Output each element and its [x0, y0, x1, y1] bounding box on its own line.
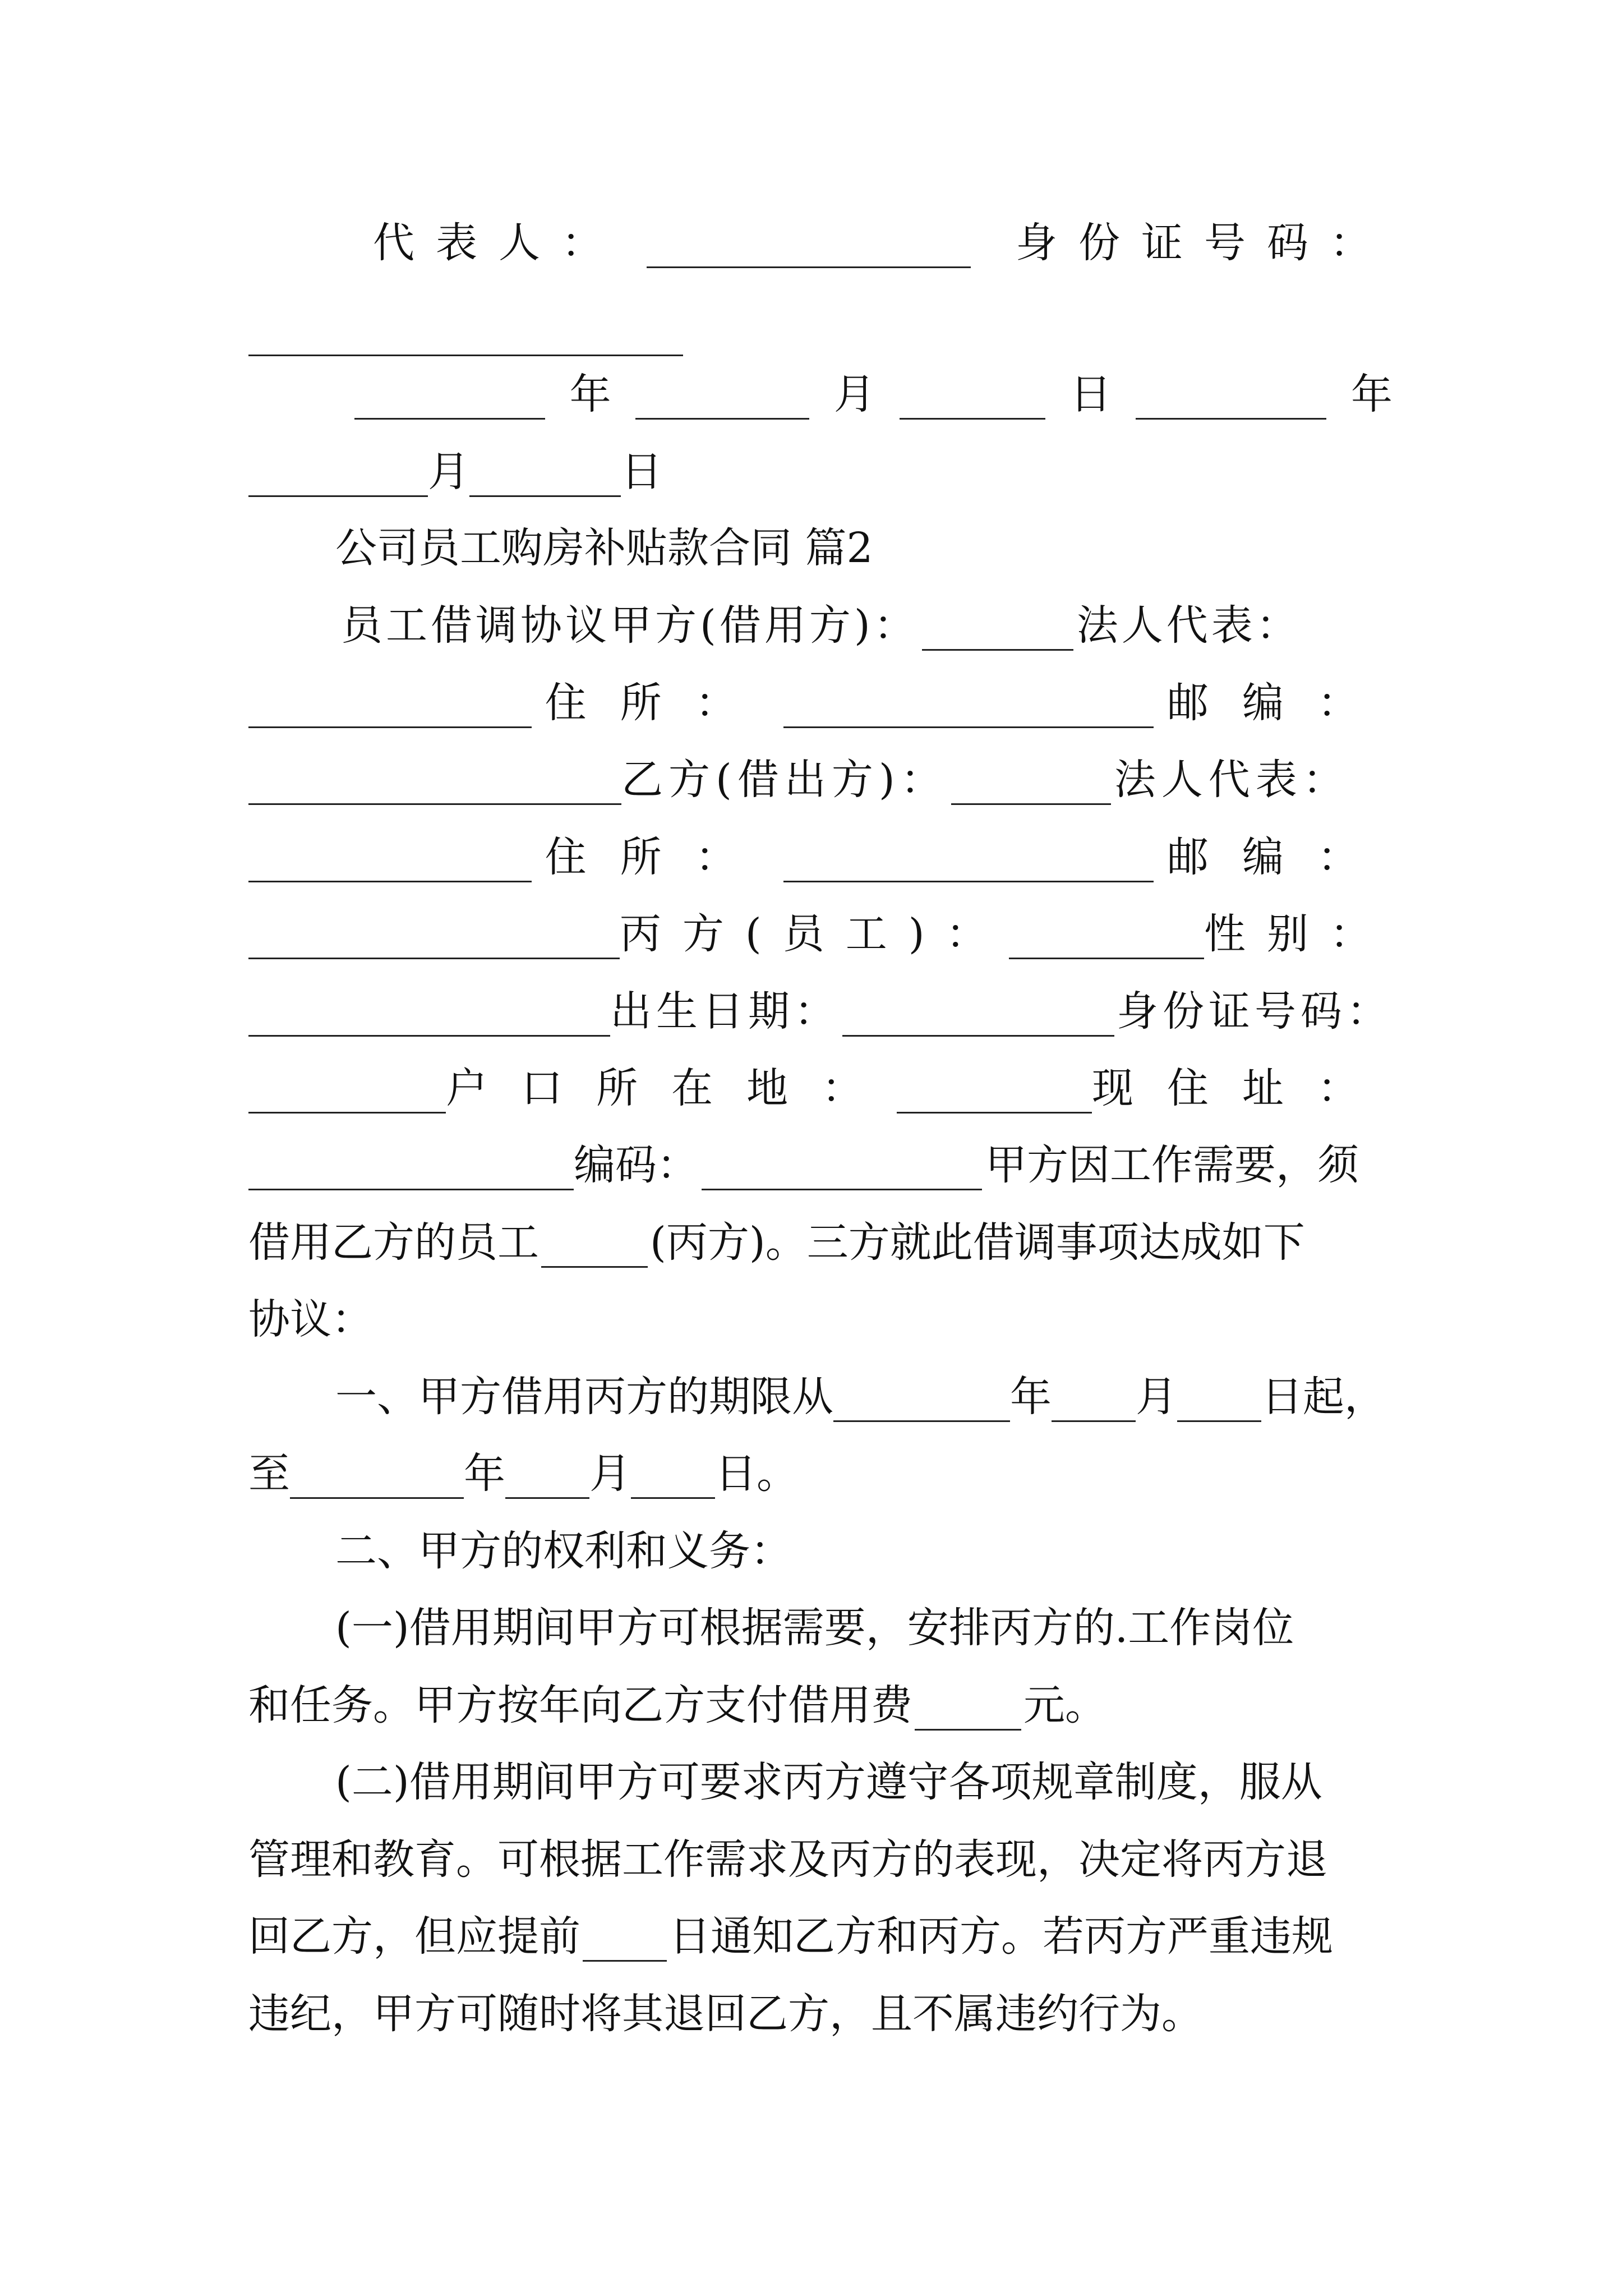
l2-blank1 [248, 694, 532, 728]
l15-a: 和任务。甲方按年向乙方支付借用费 [248, 1681, 912, 1729]
line-3 [248, 749, 1393, 811]
line-5 [248, 903, 1393, 965]
line-1 [341, 595, 1393, 656]
l8-blank2 [702, 1156, 982, 1190]
line-15 [248, 1674, 1393, 1736]
l1-b: 法人代表： [1076, 601, 1301, 650]
day-blank [900, 385, 1045, 420]
l11-c: 月 [1136, 1373, 1177, 1421]
l15-b: 元。 [1023, 1681, 1106, 1729]
l7-blank2 [897, 1079, 1092, 1114]
year2-blank [1136, 385, 1326, 420]
l7-blank1 [248, 1079, 446, 1114]
l8-a: 编码： [574, 1141, 698, 1189]
year-label: 年 [569, 370, 611, 418]
l12-d: 日。 [715, 1450, 798, 1498]
l6-blank2 [842, 1002, 1114, 1037]
year2-label: 年 [1350, 370, 1393, 418]
month2-label: 月 [428, 448, 469, 496]
l18-a: 回乙方，但应提前 [248, 1912, 580, 1961]
line-11 [335, 1366, 1393, 1428]
l2-a: 住所： [545, 679, 771, 727]
l6-blank1 [248, 1002, 610, 1037]
line-17 [248, 1829, 1393, 1890]
line-6 [248, 981, 1393, 1042]
line-7 [248, 1057, 1393, 1119]
id-label: 身份证号码： [1016, 219, 1393, 267]
line-9 [248, 1212, 1393, 1273]
l19-text: 违纪，甲方可随时将其退回乙方，且不属违约行为。 [248, 1990, 1203, 2038]
day2-blank [469, 463, 621, 497]
l13-text: 二、甲方的权利和义务： [335, 1527, 792, 1575]
l3-blank2 [951, 771, 1111, 805]
l4-a: 住所： [545, 833, 771, 881]
month2-blank [248, 463, 428, 497]
l5-b: 性别： [1204, 910, 1393, 958]
date-row [354, 364, 1393, 425]
l4-blank1 [248, 848, 532, 882]
rep-blank [647, 234, 971, 268]
l4-b: 邮编： [1166, 833, 1393, 881]
l4-blank2 [783, 848, 1154, 882]
rep-line [373, 212, 1393, 274]
l12-b: 年 [464, 1450, 505, 1498]
l7-b: 现住址： [1092, 1064, 1393, 1112]
day2-label: 日 [621, 448, 662, 496]
l9-a: 借用乙方的员工 [248, 1218, 539, 1267]
l5-blank1 [248, 925, 620, 959]
l12-day-blank [631, 1465, 715, 1499]
line-13 [335, 1520, 1393, 1582]
month-blank [635, 385, 809, 420]
l1-blank [922, 616, 1073, 651]
id-blank-line [248, 300, 1393, 362]
line-2 [248, 672, 1393, 734]
l10-text: 协议： [248, 1295, 373, 1343]
l6-b: 身份证号码： [1117, 987, 1393, 1036]
year-blank [354, 385, 545, 420]
l14-text: (一)借用期间甲方可根据需要，安排丙方的.工作岗位 [335, 1604, 1294, 1652]
l11-month-blank [1052, 1388, 1136, 1422]
l12-year-blank [290, 1465, 464, 1499]
l18-blank [583, 1927, 667, 1962]
line-12 [248, 1443, 1393, 1504]
l12-month-blank [505, 1465, 589, 1499]
l12-c: 月 [589, 1450, 631, 1498]
l15-blank [915, 1696, 1021, 1731]
l11-day-blank [1177, 1388, 1261, 1422]
line-19 [248, 1983, 1393, 2045]
heading-text: 公司员工购房补贴款合同 篇2 [335, 524, 873, 572]
l18-b: 日通知乙方和丙方。若丙方严重违规 [669, 1912, 1333, 1961]
l9-blank [541, 1234, 648, 1268]
l12-a: 至 [248, 1450, 290, 1498]
section-heading [335, 517, 1393, 579]
l11-year-blank [833, 1388, 1010, 1422]
date-row2 [248, 441, 1393, 503]
l11-a: 一、甲方借用丙方的期限从 [335, 1373, 833, 1421]
line-10 [248, 1289, 1393, 1350]
line-16 [335, 1751, 1393, 1813]
l1-a: 员工借调协议甲方(借用方)： [341, 601, 919, 650]
month-label: 月 [833, 370, 875, 418]
l11-d: 日起， [1261, 1373, 1386, 1421]
l11-b: 年 [1010, 1373, 1052, 1421]
l17-text: 管理和教育。可根据工作需求及丙方的表现，决定将丙方退 [248, 1835, 1327, 1884]
l2-blank2 [783, 694, 1154, 728]
l8-b: 甲方因工作需要，须 [985, 1141, 1359, 1189]
l16-text: (二)借用期间甲方可要求丙方遵守各项规章制度，服从 [335, 1758, 1322, 1806]
l2-b: 邮编： [1166, 679, 1393, 727]
l5-a: 丙方(员工)： [619, 910, 1009, 958]
line-14 [335, 1597, 1393, 1659]
l5-blank2 [1009, 925, 1204, 959]
l9-b: (丙方)。三方就此借调事项达成如下 [650, 1218, 1305, 1267]
line-8 [248, 1134, 1393, 1196]
l6-a: 出生日期： [610, 987, 841, 1036]
l8-blank1 [248, 1156, 574, 1190]
l3-b: 法人代表： [1114, 756, 1350, 804]
l3-a: 乙方(借出方)： [621, 756, 948, 804]
day-label: 日 [1069, 370, 1112, 418]
id-blank [248, 322, 683, 356]
l3-blank1 [248, 771, 621, 805]
l7-a: 户口所在地： [446, 1064, 897, 1112]
line-18 [248, 1906, 1393, 1967]
line-4 [248, 826, 1393, 888]
rep-label: 代表人： [373, 219, 624, 267]
